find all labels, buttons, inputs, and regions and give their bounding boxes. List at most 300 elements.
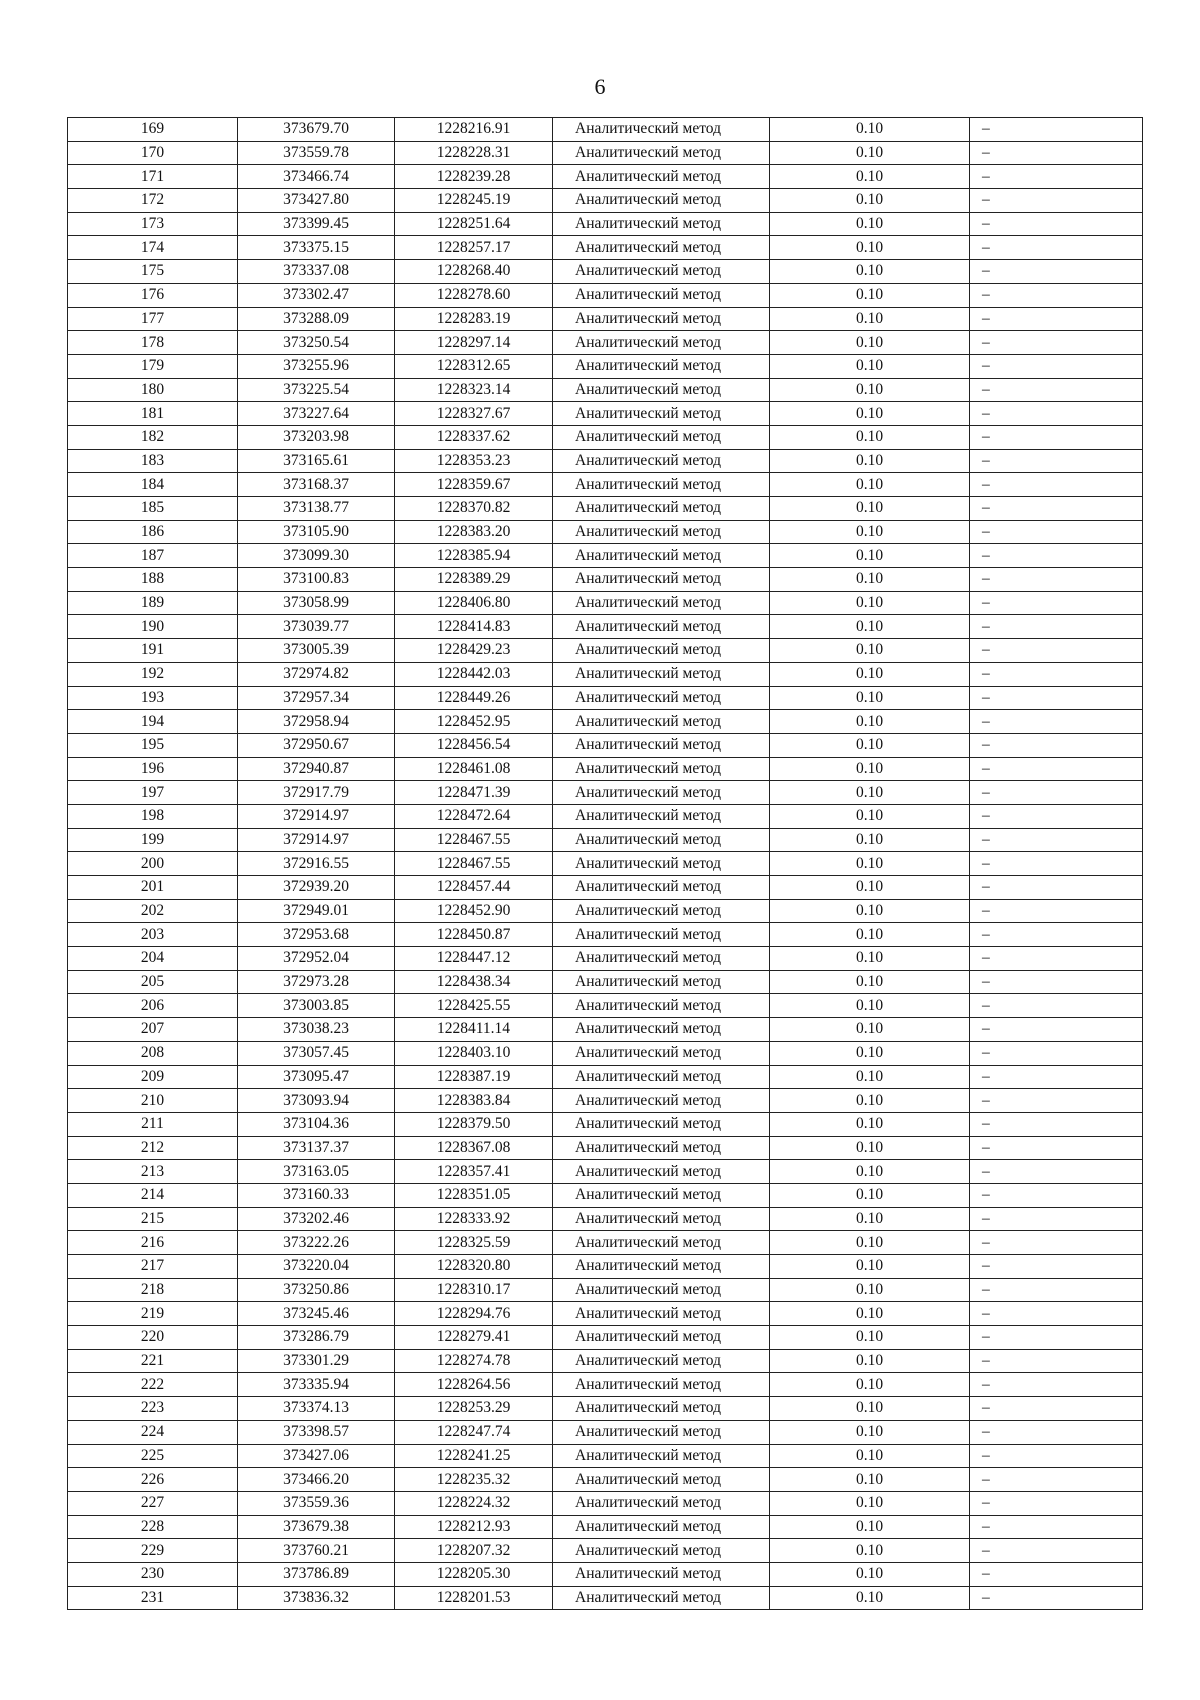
table-row	[68, 615, 1143, 639]
y-coordinate-cell: 1228351.05	[395, 1183, 553, 1207]
x-coordinate-cell: 373559.36	[238, 1491, 395, 1515]
x-coordinate-cell: 373466.20	[238, 1468, 395, 1492]
accuracy-cell: 0.10	[770, 402, 970, 426]
method-cell: Аналитический метод	[553, 1207, 770, 1231]
note-cell: –	[970, 876, 1143, 900]
y-coordinate-cell: 1228310.17	[395, 1278, 553, 1302]
accuracy-cell: 0.10	[770, 1420, 970, 1444]
table-row	[68, 1326, 1143, 1350]
accuracy-cell: 0.10	[770, 165, 970, 189]
note-cell: –	[970, 970, 1143, 994]
x-coordinate-cell: 373427.06	[238, 1444, 395, 1468]
point-number-cell: 220	[68, 1326, 238, 1350]
note-cell: –	[970, 212, 1143, 236]
table-row	[68, 1255, 1143, 1279]
table-row	[68, 1491, 1143, 1515]
note-cell: –	[970, 733, 1143, 757]
point-number-cell: 175	[68, 260, 238, 284]
note-cell: –	[970, 1018, 1143, 1042]
y-coordinate-cell: 1228239.28	[395, 165, 553, 189]
x-coordinate-cell: 373466.74	[238, 165, 395, 189]
method-cell: Аналитический метод	[553, 947, 770, 971]
accuracy-cell: 0.10	[770, 1349, 970, 1373]
method-cell: Аналитический метод	[553, 804, 770, 828]
accuracy-cell: 0.10	[770, 662, 970, 686]
y-coordinate-cell: 1228216.91	[395, 118, 553, 142]
y-coordinate-cell: 1228449.26	[395, 686, 553, 710]
point-number-cell: 189	[68, 591, 238, 615]
method-cell: Аналитический метод	[553, 260, 770, 284]
y-coordinate-cell: 1228228.31	[395, 141, 553, 165]
method-cell: Аналитический метод	[553, 994, 770, 1018]
method-cell: Аналитический метод	[553, 1539, 770, 1563]
x-coordinate-cell: 373093.94	[238, 1089, 395, 1113]
note-cell: –	[970, 639, 1143, 663]
note-cell: –	[970, 923, 1143, 947]
note-cell: –	[970, 1255, 1143, 1279]
accuracy-cell: 0.10	[770, 520, 970, 544]
note-cell: –	[970, 1420, 1143, 1444]
x-coordinate-cell: 372952.04	[238, 947, 395, 971]
method-cell: Аналитический метод	[553, 118, 770, 142]
x-coordinate-cell: 373398.57	[238, 1420, 395, 1444]
accuracy-cell: 0.10	[770, 923, 970, 947]
x-coordinate-cell: 373220.04	[238, 1255, 395, 1279]
x-coordinate-cell: 373286.79	[238, 1326, 395, 1350]
point-number-cell: 197	[68, 781, 238, 805]
point-number-cell: 184	[68, 473, 238, 497]
table-row	[68, 1278, 1143, 1302]
note-cell: –	[970, 1136, 1143, 1160]
method-cell: Аналитический метод	[553, 283, 770, 307]
point-number-cell: 216	[68, 1231, 238, 1255]
note-cell: –	[970, 1373, 1143, 1397]
method-cell: Аналитический метод	[553, 378, 770, 402]
y-coordinate-cell: 1228471.39	[395, 781, 553, 805]
y-coordinate-cell: 1228403.10	[395, 1041, 553, 1065]
table-row	[68, 331, 1143, 355]
table-row	[68, 1231, 1143, 1255]
note-cell: –	[970, 378, 1143, 402]
point-number-cell: 188	[68, 568, 238, 592]
point-number-cell: 207	[68, 1018, 238, 1042]
x-coordinate-cell: 373836.32	[238, 1586, 395, 1610]
note-cell: –	[970, 1397, 1143, 1421]
x-coordinate-cell: 373203.98	[238, 425, 395, 449]
note-cell: –	[970, 425, 1143, 449]
table-row	[68, 260, 1143, 284]
x-coordinate-cell: 372939.20	[238, 876, 395, 900]
table-row	[68, 591, 1143, 615]
x-coordinate-cell: 372957.34	[238, 686, 395, 710]
note-cell: –	[970, 1562, 1143, 1586]
x-coordinate-cell: 373679.70	[238, 118, 395, 142]
y-coordinate-cell: 1228337.62	[395, 425, 553, 449]
y-coordinate-cell: 1228278.60	[395, 283, 553, 307]
table-row	[68, 662, 1143, 686]
y-coordinate-cell: 1228253.29	[395, 1397, 553, 1421]
accuracy-cell: 0.10	[770, 212, 970, 236]
accuracy-cell: 0.10	[770, 331, 970, 355]
x-coordinate-cell: 372917.79	[238, 781, 395, 805]
table-row	[68, 923, 1143, 947]
method-cell: Аналитический метод	[553, 828, 770, 852]
table-row	[68, 804, 1143, 828]
point-number-cell: 205	[68, 970, 238, 994]
note-cell: –	[970, 189, 1143, 213]
x-coordinate-cell: 373255.96	[238, 354, 395, 378]
accuracy-cell: 0.10	[770, 378, 970, 402]
note-cell: –	[970, 1089, 1143, 1113]
accuracy-cell: 0.10	[770, 1586, 970, 1610]
table-row	[68, 236, 1143, 260]
table-row	[68, 1207, 1143, 1231]
note-cell: –	[970, 1468, 1143, 1492]
x-coordinate-cell: 373095.47	[238, 1065, 395, 1089]
accuracy-cell: 0.10	[770, 473, 970, 497]
accuracy-cell: 0.10	[770, 1231, 970, 1255]
note-cell: –	[970, 1112, 1143, 1136]
note-cell: –	[970, 1515, 1143, 1539]
note-cell: –	[970, 544, 1143, 568]
x-coordinate-cell: 373427.80	[238, 189, 395, 213]
accuracy-cell: 0.10	[770, 970, 970, 994]
accuracy-cell: 0.10	[770, 568, 970, 592]
point-number-cell: 229	[68, 1539, 238, 1563]
point-number-cell: 224	[68, 1420, 238, 1444]
table-row	[68, 686, 1143, 710]
note-cell: –	[970, 1207, 1143, 1231]
point-number-cell: 180	[68, 378, 238, 402]
x-coordinate-cell: 373138.77	[238, 497, 395, 521]
accuracy-cell: 0.10	[770, 1065, 970, 1089]
y-coordinate-cell: 1228389.29	[395, 568, 553, 592]
x-coordinate-cell: 373760.21	[238, 1539, 395, 1563]
x-coordinate-cell: 372953.68	[238, 923, 395, 947]
method-cell: Аналитический метод	[553, 236, 770, 260]
table-row	[68, 899, 1143, 923]
method-cell: Аналитический метод	[553, 1065, 770, 1089]
note-cell: –	[970, 828, 1143, 852]
page-number: 6	[594, 74, 606, 99]
accuracy-cell: 0.10	[770, 1255, 970, 1279]
accuracy-cell: 0.10	[770, 118, 970, 142]
table-row	[68, 876, 1143, 900]
note-cell: –	[970, 1326, 1143, 1350]
accuracy-cell: 0.10	[770, 283, 970, 307]
table-row	[68, 568, 1143, 592]
table-row	[68, 449, 1143, 473]
table-row	[68, 1420, 1143, 1444]
table-row	[68, 520, 1143, 544]
method-cell: Аналитический метод	[553, 591, 770, 615]
y-coordinate-cell: 1228411.14	[395, 1018, 553, 1042]
point-number-cell: 213	[68, 1160, 238, 1184]
note-cell: –	[970, 402, 1143, 426]
y-coordinate-cell: 1228294.76	[395, 1302, 553, 1326]
y-coordinate-cell: 1228212.93	[395, 1515, 553, 1539]
x-coordinate-cell: 373375.15	[238, 236, 395, 260]
x-coordinate-cell: 373099.30	[238, 544, 395, 568]
note-cell: –	[970, 260, 1143, 284]
accuracy-cell: 0.10	[770, 1183, 970, 1207]
point-number-cell: 177	[68, 307, 238, 331]
x-coordinate-cell: 373100.83	[238, 568, 395, 592]
point-number-cell: 222	[68, 1373, 238, 1397]
point-number-cell: 212	[68, 1136, 238, 1160]
accuracy-cell: 0.10	[770, 710, 970, 734]
point-number-cell: 219	[68, 1302, 238, 1326]
table-row	[68, 402, 1143, 426]
x-coordinate-cell: 373058.99	[238, 591, 395, 615]
table-row	[68, 212, 1143, 236]
accuracy-cell: 0.10	[770, 189, 970, 213]
x-coordinate-cell: 373786.89	[238, 1562, 395, 1586]
method-cell: Аналитический метод	[553, 852, 770, 876]
accuracy-cell: 0.10	[770, 1444, 970, 1468]
x-coordinate-cell: 372914.97	[238, 804, 395, 828]
table-row	[68, 1586, 1143, 1610]
method-cell: Аналитический метод	[553, 639, 770, 663]
y-coordinate-cell: 1228274.78	[395, 1349, 553, 1373]
method-cell: Аналитический метод	[553, 781, 770, 805]
note-cell: –	[970, 1065, 1143, 1089]
accuracy-cell: 0.10	[770, 1491, 970, 1515]
method-cell: Аналитический метод	[553, 1349, 770, 1373]
accuracy-cell: 0.10	[770, 994, 970, 1018]
point-number-cell: 182	[68, 425, 238, 449]
note-cell: –	[970, 1586, 1143, 1610]
accuracy-cell: 0.10	[770, 1515, 970, 1539]
x-coordinate-cell: 373302.47	[238, 283, 395, 307]
table-row	[68, 165, 1143, 189]
method-cell: Аналитический метод	[553, 1041, 770, 1065]
table-row	[68, 639, 1143, 663]
x-coordinate-cell: 373104.36	[238, 1112, 395, 1136]
point-number-cell: 178	[68, 331, 238, 355]
accuracy-cell: 0.10	[770, 1397, 970, 1421]
accuracy-cell: 0.10	[770, 544, 970, 568]
point-number-cell: 225	[68, 1444, 238, 1468]
point-number-cell: 196	[68, 757, 238, 781]
method-cell: Аналитический метод	[553, 1397, 770, 1421]
table-row	[68, 1136, 1143, 1160]
note-cell: –	[970, 899, 1143, 923]
table-row	[68, 1349, 1143, 1373]
point-number-cell: 174	[68, 236, 238, 260]
method-cell: Аналитический метод	[553, 165, 770, 189]
note-cell: –	[970, 1491, 1143, 1515]
y-coordinate-cell: 1228264.56	[395, 1373, 553, 1397]
method-cell: Аналитический метод	[553, 686, 770, 710]
method-cell: Аналитический метод	[553, 473, 770, 497]
method-cell: Аналитический метод	[553, 307, 770, 331]
point-number-cell: 218	[68, 1278, 238, 1302]
note-cell: –	[970, 568, 1143, 592]
method-cell: Аналитический метод	[553, 615, 770, 639]
y-coordinate-cell: 1228414.83	[395, 615, 553, 639]
y-coordinate-cell: 1228247.74	[395, 1420, 553, 1444]
point-number-cell: 231	[68, 1586, 238, 1610]
point-number-cell: 183	[68, 449, 238, 473]
method-cell: Аналитический метод	[553, 1136, 770, 1160]
point-number-cell: 181	[68, 402, 238, 426]
x-coordinate-cell: 373559.78	[238, 141, 395, 165]
table-row	[68, 1112, 1143, 1136]
note-cell: –	[970, 165, 1143, 189]
y-coordinate-cell: 1228279.41	[395, 1326, 553, 1350]
note-cell: –	[970, 852, 1143, 876]
accuracy-cell: 0.10	[770, 307, 970, 331]
table-row	[68, 733, 1143, 757]
accuracy-cell: 0.10	[770, 1539, 970, 1563]
accuracy-cell: 0.10	[770, 1278, 970, 1302]
method-cell: Аналитический метод	[553, 1468, 770, 1492]
x-coordinate-cell: 373335.94	[238, 1373, 395, 1397]
note-cell: –	[970, 1160, 1143, 1184]
accuracy-cell: 0.10	[770, 1041, 970, 1065]
table-row	[68, 994, 1143, 1018]
method-cell: Аналитический метод	[553, 1160, 770, 1184]
y-coordinate-cell: 1228357.41	[395, 1160, 553, 1184]
point-number-cell: 185	[68, 497, 238, 521]
method-cell: Аналитический метод	[553, 520, 770, 544]
y-coordinate-cell: 1228467.55	[395, 852, 553, 876]
y-coordinate-cell: 1228467.55	[395, 828, 553, 852]
table-row	[68, 1160, 1143, 1184]
point-number-cell: 215	[68, 1207, 238, 1231]
point-number-cell: 201	[68, 876, 238, 900]
note-cell: –	[970, 1278, 1143, 1302]
x-coordinate-cell: 373227.64	[238, 402, 395, 426]
x-coordinate-cell: 372949.01	[238, 899, 395, 923]
note-cell: –	[970, 947, 1143, 971]
point-number-cell: 230	[68, 1562, 238, 1586]
note-cell: –	[970, 781, 1143, 805]
point-number-cell: 176	[68, 283, 238, 307]
note-cell: –	[970, 615, 1143, 639]
accuracy-cell: 0.10	[770, 615, 970, 639]
method-cell: Аналитический метод	[553, 1255, 770, 1279]
point-number-cell: 195	[68, 733, 238, 757]
method-cell: Аналитический метод	[553, 1326, 770, 1350]
table-row	[68, 970, 1143, 994]
method-cell: Аналитический метод	[553, 1089, 770, 1113]
x-coordinate-cell: 372914.97	[238, 828, 395, 852]
point-number-cell: 170	[68, 141, 238, 165]
point-number-cell: 203	[68, 923, 238, 947]
x-coordinate-cell: 373105.90	[238, 520, 395, 544]
table-row	[68, 307, 1143, 331]
x-coordinate-cell: 373202.46	[238, 1207, 395, 1231]
table-row	[68, 1041, 1143, 1065]
table-row	[68, 947, 1143, 971]
method-cell: Аналитический метод	[553, 544, 770, 568]
method-cell: Аналитический метод	[553, 1112, 770, 1136]
x-coordinate-cell: 373679.38	[238, 1515, 395, 1539]
accuracy-cell: 0.10	[770, 947, 970, 971]
point-number-cell: 208	[68, 1041, 238, 1065]
y-coordinate-cell: 1228353.23	[395, 449, 553, 473]
point-number-cell: 226	[68, 1468, 238, 1492]
y-coordinate-cell: 1228387.19	[395, 1065, 553, 1089]
y-coordinate-cell: 1228205.30	[395, 1562, 553, 1586]
y-coordinate-cell: 1228457.44	[395, 876, 553, 900]
y-coordinate-cell: 1228241.25	[395, 1444, 553, 1468]
note-cell: –	[970, 520, 1143, 544]
note-cell: –	[970, 804, 1143, 828]
x-coordinate-cell: 372950.67	[238, 733, 395, 757]
x-coordinate-cell: 372916.55	[238, 852, 395, 876]
x-coordinate-cell: 373168.37	[238, 473, 395, 497]
x-coordinate-cell: 373038.23	[238, 1018, 395, 1042]
table-row	[68, 1515, 1143, 1539]
accuracy-cell: 0.10	[770, 1089, 970, 1113]
y-coordinate-cell: 1228472.64	[395, 804, 553, 828]
y-coordinate-cell: 1228268.40	[395, 260, 553, 284]
accuracy-cell: 0.10	[770, 1018, 970, 1042]
method-cell: Аналитический метод	[553, 1491, 770, 1515]
note-cell: –	[970, 686, 1143, 710]
y-coordinate-cell: 1228383.20	[395, 520, 553, 544]
accuracy-cell: 0.10	[770, 1468, 970, 1492]
x-coordinate-cell: 373165.61	[238, 449, 395, 473]
method-cell: Аналитический метод	[553, 402, 770, 426]
accuracy-cell: 0.10	[770, 236, 970, 260]
x-coordinate-cell: 373374.13	[238, 1397, 395, 1421]
accuracy-cell: 0.10	[770, 639, 970, 663]
table-row	[68, 781, 1143, 805]
method-cell: Аналитический метод	[553, 1018, 770, 1042]
y-coordinate-cell: 1228327.67	[395, 402, 553, 426]
point-number-cell: 190	[68, 615, 238, 639]
x-coordinate-cell: 373301.29	[238, 1349, 395, 1373]
x-coordinate-cell: 373245.46	[238, 1302, 395, 1326]
x-coordinate-cell: 373399.45	[238, 212, 395, 236]
point-number-cell: 214	[68, 1183, 238, 1207]
note-cell: –	[970, 591, 1143, 615]
note-cell: –	[970, 1041, 1143, 1065]
table-row	[68, 189, 1143, 213]
method-cell: Аналитический метод	[553, 189, 770, 213]
y-coordinate-cell: 1228425.55	[395, 994, 553, 1018]
table-row	[68, 497, 1143, 521]
x-coordinate-cell: 373005.39	[238, 639, 395, 663]
x-coordinate-cell: 373137.37	[238, 1136, 395, 1160]
y-coordinate-cell: 1228224.32	[395, 1491, 553, 1515]
point-number-cell: 223	[68, 1397, 238, 1421]
method-cell: Аналитический метод	[553, 497, 770, 521]
point-number-cell: 227	[68, 1491, 238, 1515]
accuracy-cell: 0.10	[770, 354, 970, 378]
x-coordinate-cell: 372940.87	[238, 757, 395, 781]
y-coordinate-cell: 1228438.34	[395, 970, 553, 994]
note-cell: –	[970, 994, 1143, 1018]
method-cell: Аналитический метод	[553, 425, 770, 449]
point-number-cell: 172	[68, 189, 238, 213]
note-cell: –	[970, 236, 1143, 260]
y-coordinate-cell: 1228320.80	[395, 1255, 553, 1279]
method-cell: Аналитический метод	[553, 449, 770, 473]
y-coordinate-cell: 1228207.32	[395, 1539, 553, 1563]
method-cell: Аналитический метод	[553, 1373, 770, 1397]
x-coordinate-cell: 373003.85	[238, 994, 395, 1018]
point-number-cell: 191	[68, 639, 238, 663]
table-row	[68, 1065, 1143, 1089]
method-cell: Аналитический метод	[553, 1231, 770, 1255]
point-number-cell: 206	[68, 994, 238, 1018]
y-coordinate-cell: 1228251.64	[395, 212, 553, 236]
